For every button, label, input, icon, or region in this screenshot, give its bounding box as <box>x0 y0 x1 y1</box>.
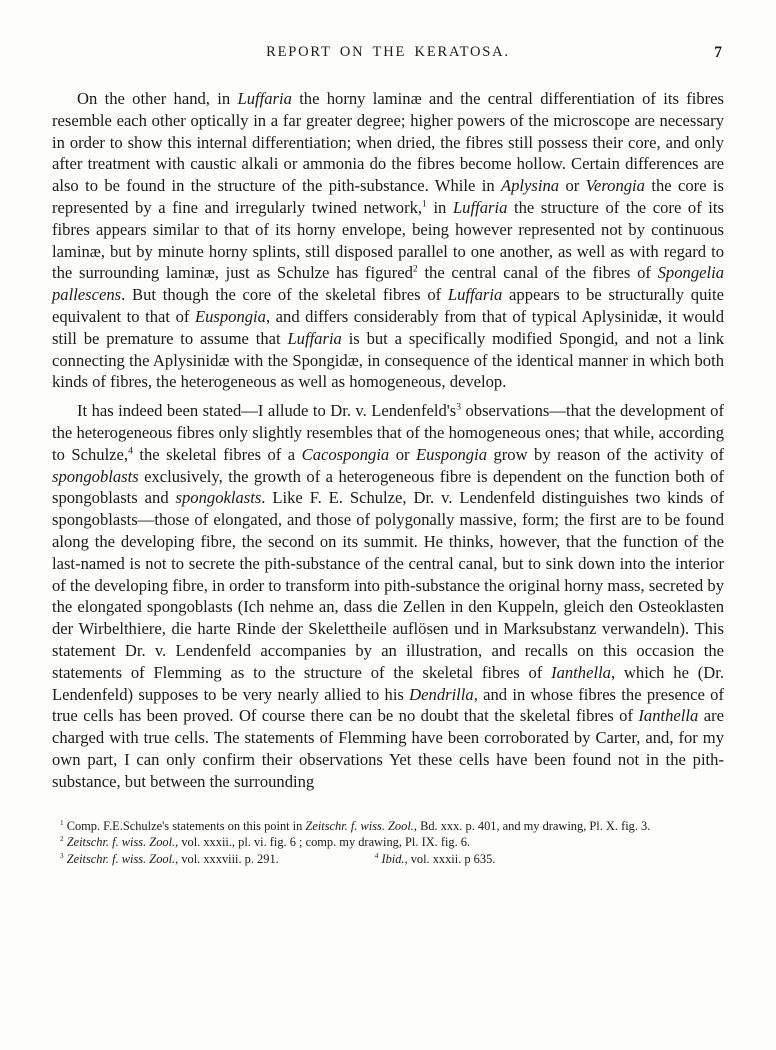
page-header <box>52 44 724 66</box>
footnote-2: $^2$ Zeitschr. f. wiss. Zool., vol. xxxii., pl. vi. fig. 6 ; comp. my drawing, Pl. IX. fig. 6. <box>60 835 471 850</box>
footnote-1: $^1$ Comp. F.E.Schulze's statements on this point in Zeitschr. f. wiss. Zool., Bd. xxx. p. 401, and my drawing, Pl. X. fig. 3. <box>60 818 651 833</box>
running-title: REPORT ON THE KERATOSA. <box>266 44 510 60</box>
footnotes-section <box>52 818 724 868</box>
page-body <box>52 88 724 793</box>
paragraph-1: On the other hand, in Luffaria the horny laminæ and the central differentiation of its fibres resemble each other optically in a far greater degree; higher powers of the microscope are necessary in order to show this internal differentiation; when dried, the fibres still possess their core, and only after treatment with caustic alkali or ammonia do the fibres become hollow. Certain differences are also to be found in the structure of the pith-substance. While in Aplysina or Verongia the core is represented by a fine and irregularly twined network,$^1$ in Luffaria the structure of the core of its fibres appears similar to that of its horny envelope, being however represented not by continuous laminæ, but by minute horny splints, still disposed parallel to one another, as well as with regard to the surrounding laminæ, just as Schulze has figured$^2$ the central canal of the fibres of Spongelia pallescens. But though the core of the skeletal fibres of Luffaria appears to be structurally quite equivalent to that of Euspongia, and differs considerably from that of typical Aplysinidæ, it would still be premature to assume that Luffaria is but a specifically modified Spongid, and not a link connecting the Aplysinidæ with the Spongidæ, in consequence of the identical manner in which both kinds of fibres, the heterogeneous as well as homogeneous, develop. <box>52 89 725 392</box>
page-number: 7 <box>714 44 722 61</box>
paragraph-2: It has indeed been stated—I allude to Dr. v. $Lendenfeld's^3$ observations—that the development of the heterogeneous fibres only slightly resembles that of the homogeneous ones; that while, according to Schulze,$^4$ the skeletal fibres of a Cacospongia or Euspongia grow by reason of the activity of spongoblasts exclusively, the growth of a heterogeneous fibre is dependent on the function both of spongoblasts and spongoklasts. Like F. E. Schulze, Dr. v. Lendenfeld distinguishes two kinds of spongoblasts—those of elongated, and those of polygonally massive, form; the first are to be found along the developing fibre, the second on its summit. He thinks, however, that the function of the last-named is not to secrete the pith-substance of the central canal, but to sink down into the interior of the developing fibre, in order to transform into pith-substance the original horny mass, secreted by the elongated spongoblasts (Ich nehme an, dass die Zellen in den Kuppeln, gleich den Osteoklasten der Wirbelthiere, die harte Rinde der Skelettheile auflösen und in Marksubstanz verwandeln). This statement Dr. v. Lendenfeld accompanies by an illustration, and recalls on this occasion the statements of Flemming as to the structure of the skeletal fibres of Ianthella, which he (Dr. Lendenfeld) supposes to be very nearly allied to his Dendrilla, and in whose fibres the presence of true cells has been proved. Of course there can be no doubt that the skeletal fibres of Ianthella are charged with true cells. The statements of Flemming have been corroborated by Carter, and, for my own part, I can only confirm their observations Yet these cells have been found not in the pith-substance, but between the surrounding <box>52 401 725 791</box>
footnote-3-4: $^3$ Zeitschr. f. wiss. Zool., vol. xxxviii. p. 291. $^4$ Ibid., vol. xxxii. p 635. <box>60 851 496 867</box>
